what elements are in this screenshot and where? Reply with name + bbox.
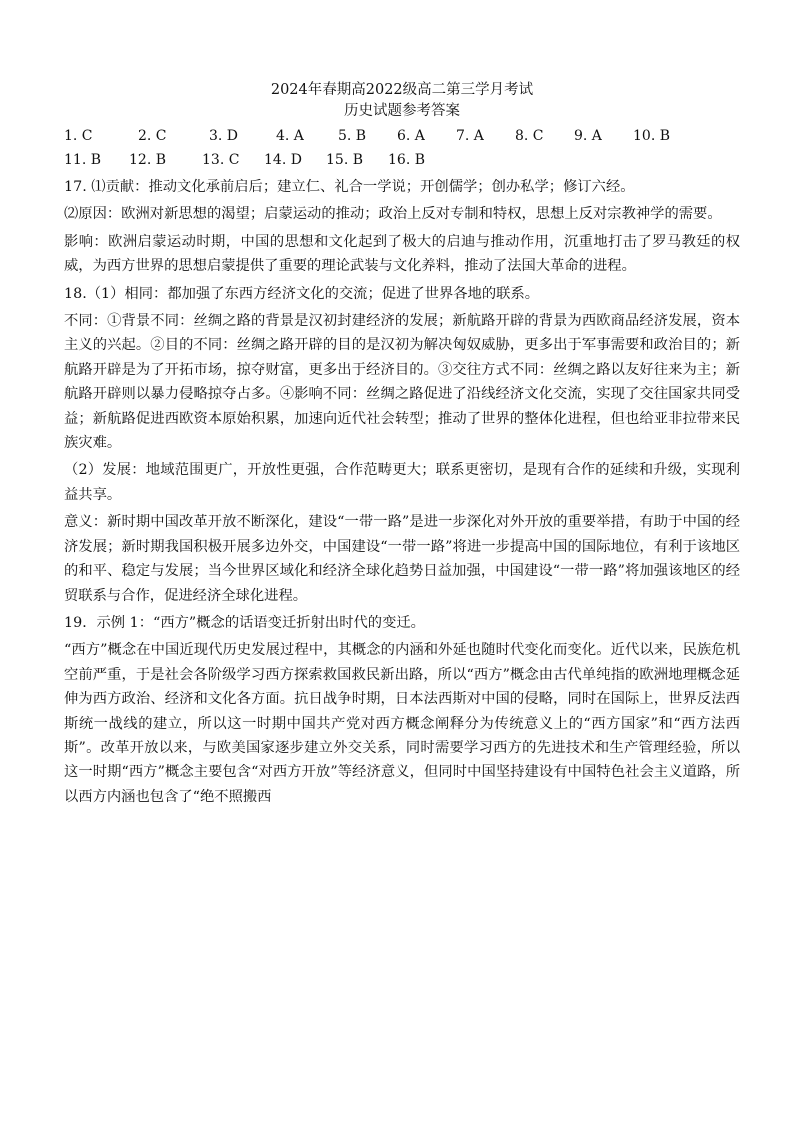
- answer-item: 15. B: [326, 152, 364, 168]
- answer-item: 4. A: [276, 128, 304, 144]
- answer-row-1: [64, 124, 740, 148]
- answer-item: 10. B: [633, 128, 671, 144]
- answer-item: 1. C: [64, 128, 93, 144]
- q19-example-body: “西方”概念在中国近现代历史发展过程中，其概念的内涵和外延也随时代变化而变化。近代以来，民族危机空前严重，于是社会各阶级学习西方探索救国救民新出路，所以“西方”概念由古代单纯指的欧洲地理概念延伸为西方政治、经济和文化各方面。抗日战争时期，日本法西斯对中国的侵略，同时在国际上，世界反法西斯统一战线的建立，所以这一时期中国共产党对西方概念阐释分为传统意义上的“西方国家”和“西方法西斯”。改革开放以来，与欧美国家逐步建立外交关系，同时需要学习西方的先进技术和生产管理经验，所以这一时期“西方”概念主要包含“对西方开放”等经济意义，但同时中国坚持建设有中国特色社会主义道路，所以西方内涵也包含了“绝不照搬西: [64, 642, 740, 805]
- answer-item: 6. A: [397, 128, 425, 144]
- q19-example-heading: 19．示例 1：“西方”概念的话语变迁折射出时代的变迁。: [64, 614, 425, 631]
- q18-differences: 不同：①背景不同：丝绸之路的背景是汉初封建经济的发展；新航路开辟的背景为西欧商品经济发展，资本主义的兴起。②目的不同：丝绸之路开辟的目的是汉初为解决匈奴威胁，更多出于军事需要和政治目的；新航路开辟是为了开拓市场，掠夺财富，更多出于经济目的。③交往方式不同：丝绸之路以友好往来为主；新航路开辟则以暴力侵略掠夺占多。④影响不同：丝绸之路促进了沿线经济文化交流，实现了交往国家共同受益；新航路促进西欧资本原始积累，加速向近代社会转型；推动了世界的整体化进程，但也给亚非拉带来民族灾难。: [64, 313, 740, 452]
- answer-item: 9. A: [574, 128, 602, 144]
- q17-impact: 影响：欧洲启蒙运动时期，中国的思想和文化起到了极大的启迪与推动作用，沉重地打击了罗马教廷的权威，为西方世界的思想启蒙提供了重要的理论武装与文化养料，推动了法国大革命的进程。: [64, 233, 740, 275]
- answer-item: 13. C: [202, 152, 240, 168]
- answer-item: 2. C: [138, 128, 167, 144]
- answer-row-2: [64, 148, 740, 172]
- answer-key-subtitle: 历史试题参考答案: [344, 103, 460, 119]
- answer-item: 7. A: [456, 128, 484, 144]
- answer-item: 16. B: [388, 152, 426, 168]
- q18-significance: 意义：新时期中国改革开放不断深化，建设“一带一路”是进一步深化对外开放的重要举措，有助于中国的经济发展；新时期我国积极开展多边外交，中国建设“一带一路”将进一步提高中国的国际地位，有利于该地区的和平、稳定与发展；当今世界区域化和经济全球化趋势日益加强，中国建设“一带一路”将加强该地区的经贸联系与合作，促进经济全球化进程。: [64, 514, 740, 604]
- q17-reasons: ⑵原因：欧洲对新思想的渴望；启蒙运动的推动；政治上反对专制和特权，思想上反对宗教神学的需要。: [64, 206, 722, 223]
- answer-item: 14. D: [264, 152, 302, 168]
- q18-development: （2）发展：地域范围更广，开放性更强，合作范畴更大；联系更密切，是现有合作的延续和升级，实现利益共享。: [64, 462, 740, 503]
- answer-item: 3. D: [209, 128, 239, 144]
- q17-contribution: 17. ⑴贡献：推动文化承前启后；建立仁、礼合一学说；开创儒学；创办私学；修订六经。: [64, 179, 635, 195]
- document-page: [64, 80, 740, 809]
- answer-item: 8. C: [515, 128, 544, 144]
- exam-title: 2024年春期高2022级高二第三学月考试: [270, 82, 534, 98]
- q18-similarity: 18.（1）相同：都加强了东西方经济文化的交流；促进了世界各地的联系。: [64, 285, 540, 302]
- choice-answers: [64, 124, 740, 172]
- answer-item: 11. B: [64, 152, 102, 168]
- answer-item: 12. B: [129, 152, 167, 168]
- answer-item: 5. B: [338, 128, 367, 144]
